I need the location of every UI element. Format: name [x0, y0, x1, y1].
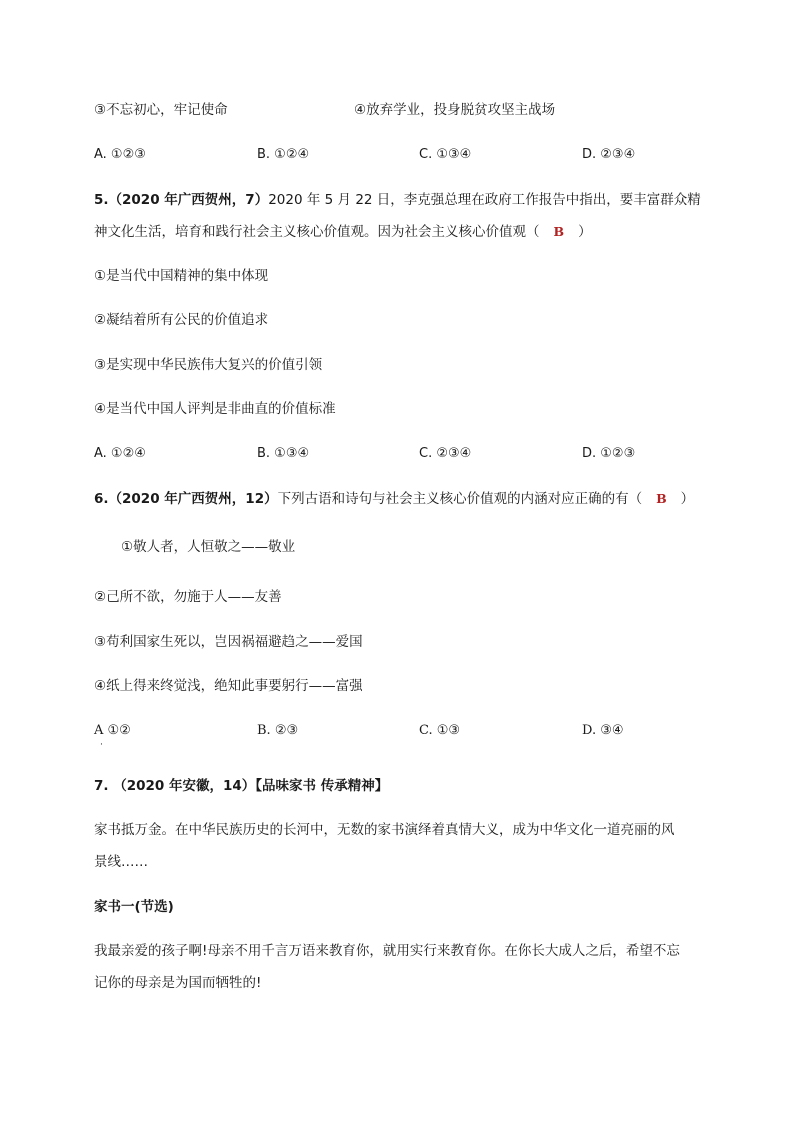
q5-text-line-1: 2020 年 5 月 22 日，李克强总理在政府工作报告中指出，要丰富群众精 [268, 192, 701, 208]
q5-stem-line-1 [94, 190, 701, 210]
q4-item-4: ④放弃学业，投身脱贫攻坚主战场 [354, 102, 556, 118]
q6-option-a: A ①② [94, 723, 131, 738]
q7-text-line-1: 家书抵万金。在中华民族历史的长河中，无数的家书演绎着真情大义，成为中华文化一道亮丽的风 [94, 822, 675, 838]
q6-item-1: ①敬人者，人恒敬之——敬业 [121, 539, 296, 555]
q4-option-a: A. ①②③ [94, 147, 146, 162]
q7-letter-line-1: 我最亲爱的孩子啊!母亲不用千言万语来教育你，就用实行来教育你。在你长大成人之后，希望不忘 [94, 943, 680, 959]
q5-close-paren: ） [578, 224, 592, 240]
q6-option-b: B. ②③ [257, 723, 299, 738]
q4-item-3: ③不忘初心，牢记使命 [94, 102, 228, 118]
q6-text: 下列古语和诗句与社会主义核心价值观的内涵对应正确的有（ [277, 491, 643, 507]
q5-option-d: D. ①②③ [582, 446, 636, 461]
q5-answer: B [553, 224, 565, 239]
q6-item-2: ②己所不欲，勿施于人——友善 [94, 589, 282, 605]
q7-header: 7. （2020 年安徽，14）【品味家书 传承精神】 [94, 778, 389, 794]
q5-item-4: ④是当代中国人评判是非曲直的价值标准 [94, 401, 336, 417]
q5-item-2: ②凝结着所有公民的价值追求 [94, 312, 269, 328]
q4-option-b: B. ①②④ [257, 147, 310, 162]
q7-text-line-2: 景线…… [94, 854, 148, 870]
q5-stem-line-2 [94, 222, 592, 242]
q5-option-a: A. ①②④ [94, 446, 146, 461]
q5-option-b: B. ①③④ [257, 446, 310, 461]
q5-header: 5.（2020 年广西贺州，7） [94, 192, 269, 208]
q6-header: 6.（2020 年广西贺州，12） [94, 491, 278, 507]
q6-close-paren: ） [680, 491, 695, 507]
q5-text-line-2: 神文化生活，培育和践行社会主义核心价值观。因为社会主义核心价值观（ [94, 224, 540, 240]
q6-item-4: ④纸上得来终觉浅，绝知此事要躬行——富强 [94, 678, 363, 694]
q5-option-c: C. ②③④ [419, 446, 472, 461]
q7-subheading: 家书一(节选) [94, 899, 174, 915]
q6-answer: B [656, 491, 667, 506]
q6-option-a-dot: · [100, 740, 103, 750]
q4-option-d: D. ②③④ [582, 147, 636, 162]
q7-letter-line-2: 记你的母亲是为国而牺牲的! [94, 975, 262, 991]
q4-option-c: C. ①③④ [419, 147, 472, 162]
q5-item-3: ③是实现中华民族伟大复兴的价值引领 [94, 357, 323, 373]
q6-stem [94, 489, 694, 509]
q6-option-d: D. ③④ [582, 723, 624, 738]
q5-item-1: ①是当代中国精神的集中体现 [94, 268, 269, 284]
q6-option-c: C. ①③ [419, 723, 461, 738]
q6-item-3: ③苟利国家生死以，岂因祸福避趋之——爱国 [94, 634, 363, 650]
